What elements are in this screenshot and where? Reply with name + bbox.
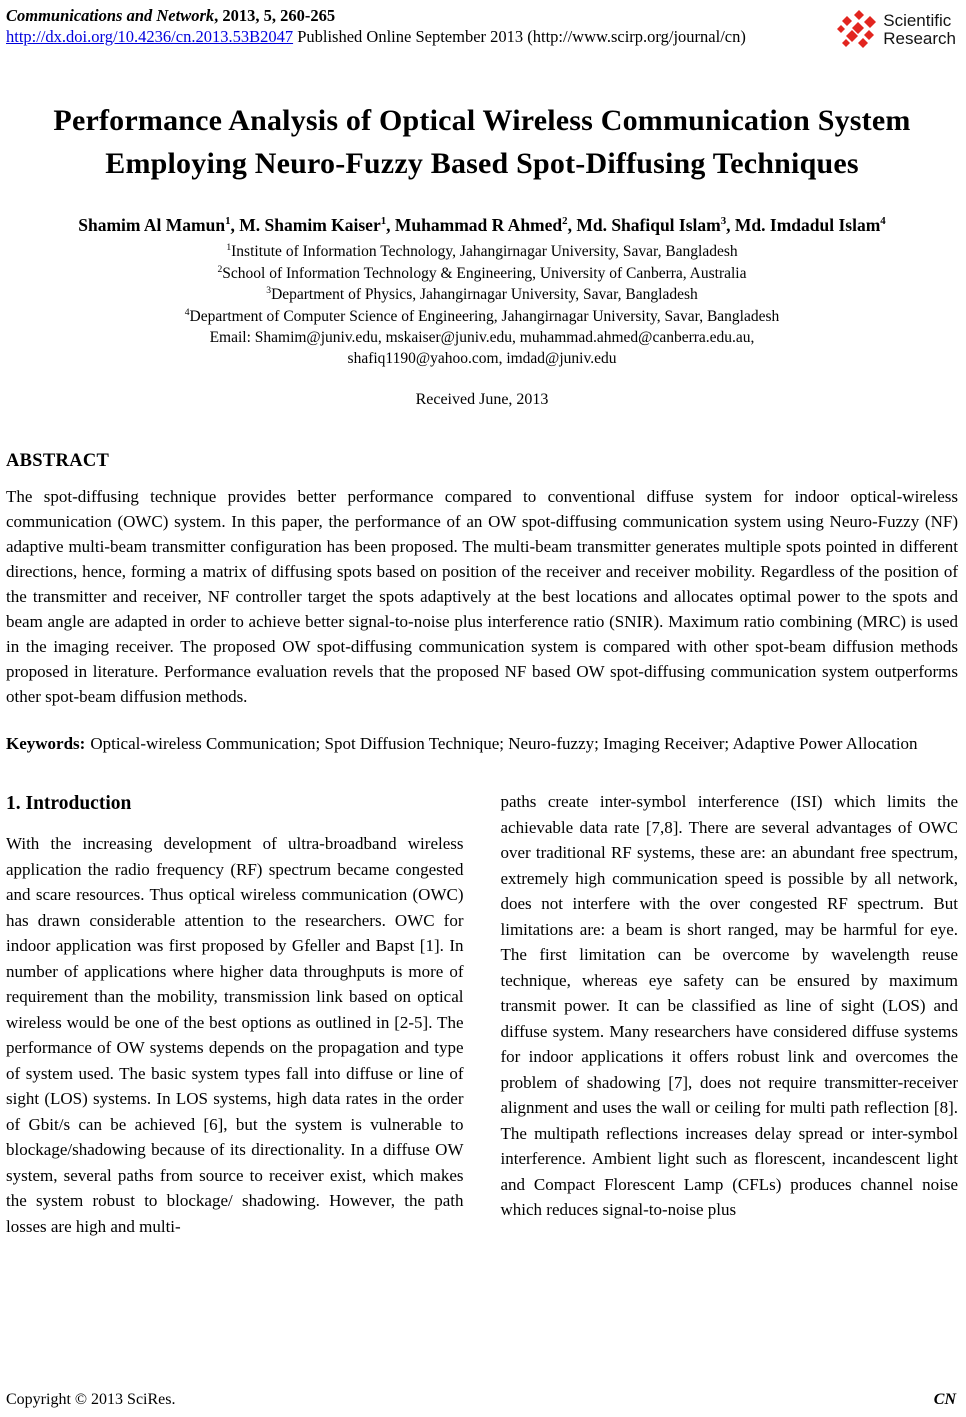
introduction-right-text: paths create inter-symbol interference (ISI) which limits the achievable data rate [7,8]. There are several advantages of OWC over traditional RF systems, these are: an abundant free spectrum, extremely high communication speed is possible by all network, does not interfere with the over congested RF spectrum. But limitations are: a beam is short ranged, may be harmful for eye. The first limitation can be overcome by wavelength reuse technique, whereas eye safety can be ensured by maximum transmit power. It can be classified as line of sight (LOS) and diffuse system. Many researchers have considered diffuse systems for indoor applications it offers robust link and overcomes the problem of shadowing [7], does not require transmitter-receiver alignment and uses the wall or ceiling for multi path reflection [8]. The multipath reflections increases delay spread or inter-symbol interference. Ambient light such as florescent, incandescent light and Compact Florescent Lamp (CFLs) produces channel noise which reduces signal-to-noise plus [500, 792, 958, 1220]
keywords-label: Keywords: [6, 733, 86, 753]
publication-line [6, 27, 746, 48]
author: Muhammad R Ahmed$^2$, [394, 215, 577, 236]
scientific-research-logo [833, 8, 956, 50]
logo-text-line2: Research [883, 28, 956, 48]
logo-diamonds-icon [833, 8, 879, 50]
email-line: Email: Shamim@juniv.edu, mskaiser@juniv.edu, muhammad.ahmed@canberra.edu.au, [209, 328, 755, 346]
email-line: shafiq1190@yahoo.com, imdad@juniv.edu [347, 350, 617, 368]
copyright-text: Copyright © 2013 SciRes. [6, 1391, 176, 1408]
author-affiliation-sup: 1 [380, 215, 387, 228]
affiliation-line: $^2$School of Information Technology & Engineering, University of Canberra, Australia [217, 263, 747, 282]
author: M. Shamim Kaiser$^1$, [239, 215, 395, 236]
author-affiliation-sup: 3 [720, 215, 727, 228]
body-columns [6, 789, 958, 1239]
journal-meta: , 2013, 5, 260-265 [214, 6, 336, 25]
authors-line [6, 212, 958, 238]
published-online-text: Published Online September 2013 (http://www.scirp.org/journal/cn) [293, 26, 746, 46]
affiliation-line: $^3$Department of Physics, Jahangirnagar University, Savar, Bangladesh [266, 285, 698, 304]
author: Md. Shafiqul Islam$^3$, [576, 215, 735, 236]
journal-info [6, 6, 746, 47]
paper-title: Performance Analysis of Optical Wireless Communication System Employing Neuro-Fuzzy Based Spot-Diffusing Techniques [53, 104, 911, 180]
journal-abbreviation: CN [933, 1391, 956, 1408]
logo-text-line1: Scientific [883, 11, 952, 30]
author-affiliation-sup: 1 [225, 215, 231, 228]
keywords-text: Optical-wireless Communication; Spot Diffusion Technique; Neuro-fuzzy; Imaging Receiver; Adaptive Power Allocation [90, 733, 918, 753]
page-header [6, 6, 958, 50]
introduction-left-text: With the increasing development of ultra-broadband wireless application the radio frequency (RF) spectrum became congested and scare resources. Thus optical wireless communication (OWC) has drawn considerable attention to the researchers. OWC for indoor application was first proposed by Gfeller and Bapst [1]. In number of applications where higher data throughputs is more of requirement than the mobility, transmission link based on optical wireless would be one of the best options as outlined in [2-5]. The performance of OW systems depends on the propagation and type of system used. The basic system types fall into diffuse or line of sight (LOS) systems. In LOS systems, high data rates in the order of Gbit/s can be achieved [6], but the system is vulnerable to blockage/shadowing because of its directionality. In a diffuse OW system, several paths from source to receiver exist, which makes the system robust to blockage/ shadowing. However, the path losses are high and multi- [6, 834, 464, 1236]
affiliations-block [6, 241, 958, 369]
page-footer [6, 1391, 956, 1409]
doi-link[interactable]: http://dx.doi.org/10.4236/cn.2013.53B2047 [6, 26, 294, 46]
logo-text [883, 12, 956, 48]
journal-line [6, 6, 746, 27]
affiliation-line: $^4$Department of Computer Science of Engineering, Jahangirnagar University, Savar, Bangladesh [184, 306, 780, 325]
left-column [6, 789, 464, 1239]
author: Shamim Al Mamun$^1$, [78, 215, 240, 236]
keywords-line [6, 732, 958, 757]
affiliation-line: $^1$Institute of Information Technology, Jahangirnagar University, Savar, Bangladesh [226, 242, 738, 261]
right-column [501, 789, 959, 1239]
author-affiliation-sup: 4 [880, 215, 886, 228]
journal-name: Communications and Network [6, 6, 215, 25]
received-date: Received June, 2013 [415, 390, 549, 408]
author-affiliation-sup: 2 [562, 215, 568, 228]
author: Md. Imdadul Islam$^4$ [734, 215, 886, 236]
section-heading-introduction: 1. Introduction [6, 793, 132, 815]
abstract-text: The spot-diffusing technique provides better performance compared to conventional diffuse system for indoor optical-wireless communication (OWC) system. In this paper, the performance of an OW spot-diffusing communication system using Neuro-Fuzzy (NF) adaptive multi-beam transmitter configuration has been proposed. The multi-beam transmitter generates multiple spots pointed in different directions, hence, forming a matrix of diffusing spots based on position of the receiver and receiver mobility. Regardless of the position of the transmitter and receiver, NF controller target the spots adaptively at the best locations and allocates optimal power to the spots and beam angle are adapted in order to achieve better signal-to-noise plus interference ratio (SNIR). Maximum ratio combining (MRC) is used in the imaging receiver. The proposed OW spot-diffusing communication system is compared with other spot-beam diffusion methods proposed in literature. Performance evaluation revels that the proposed NF based OW spot-diffusing communication system outperforms other spot-beam diffusion methods. [6, 486, 958, 706]
abstract-heading: ABSTRACT [6, 450, 110, 471]
